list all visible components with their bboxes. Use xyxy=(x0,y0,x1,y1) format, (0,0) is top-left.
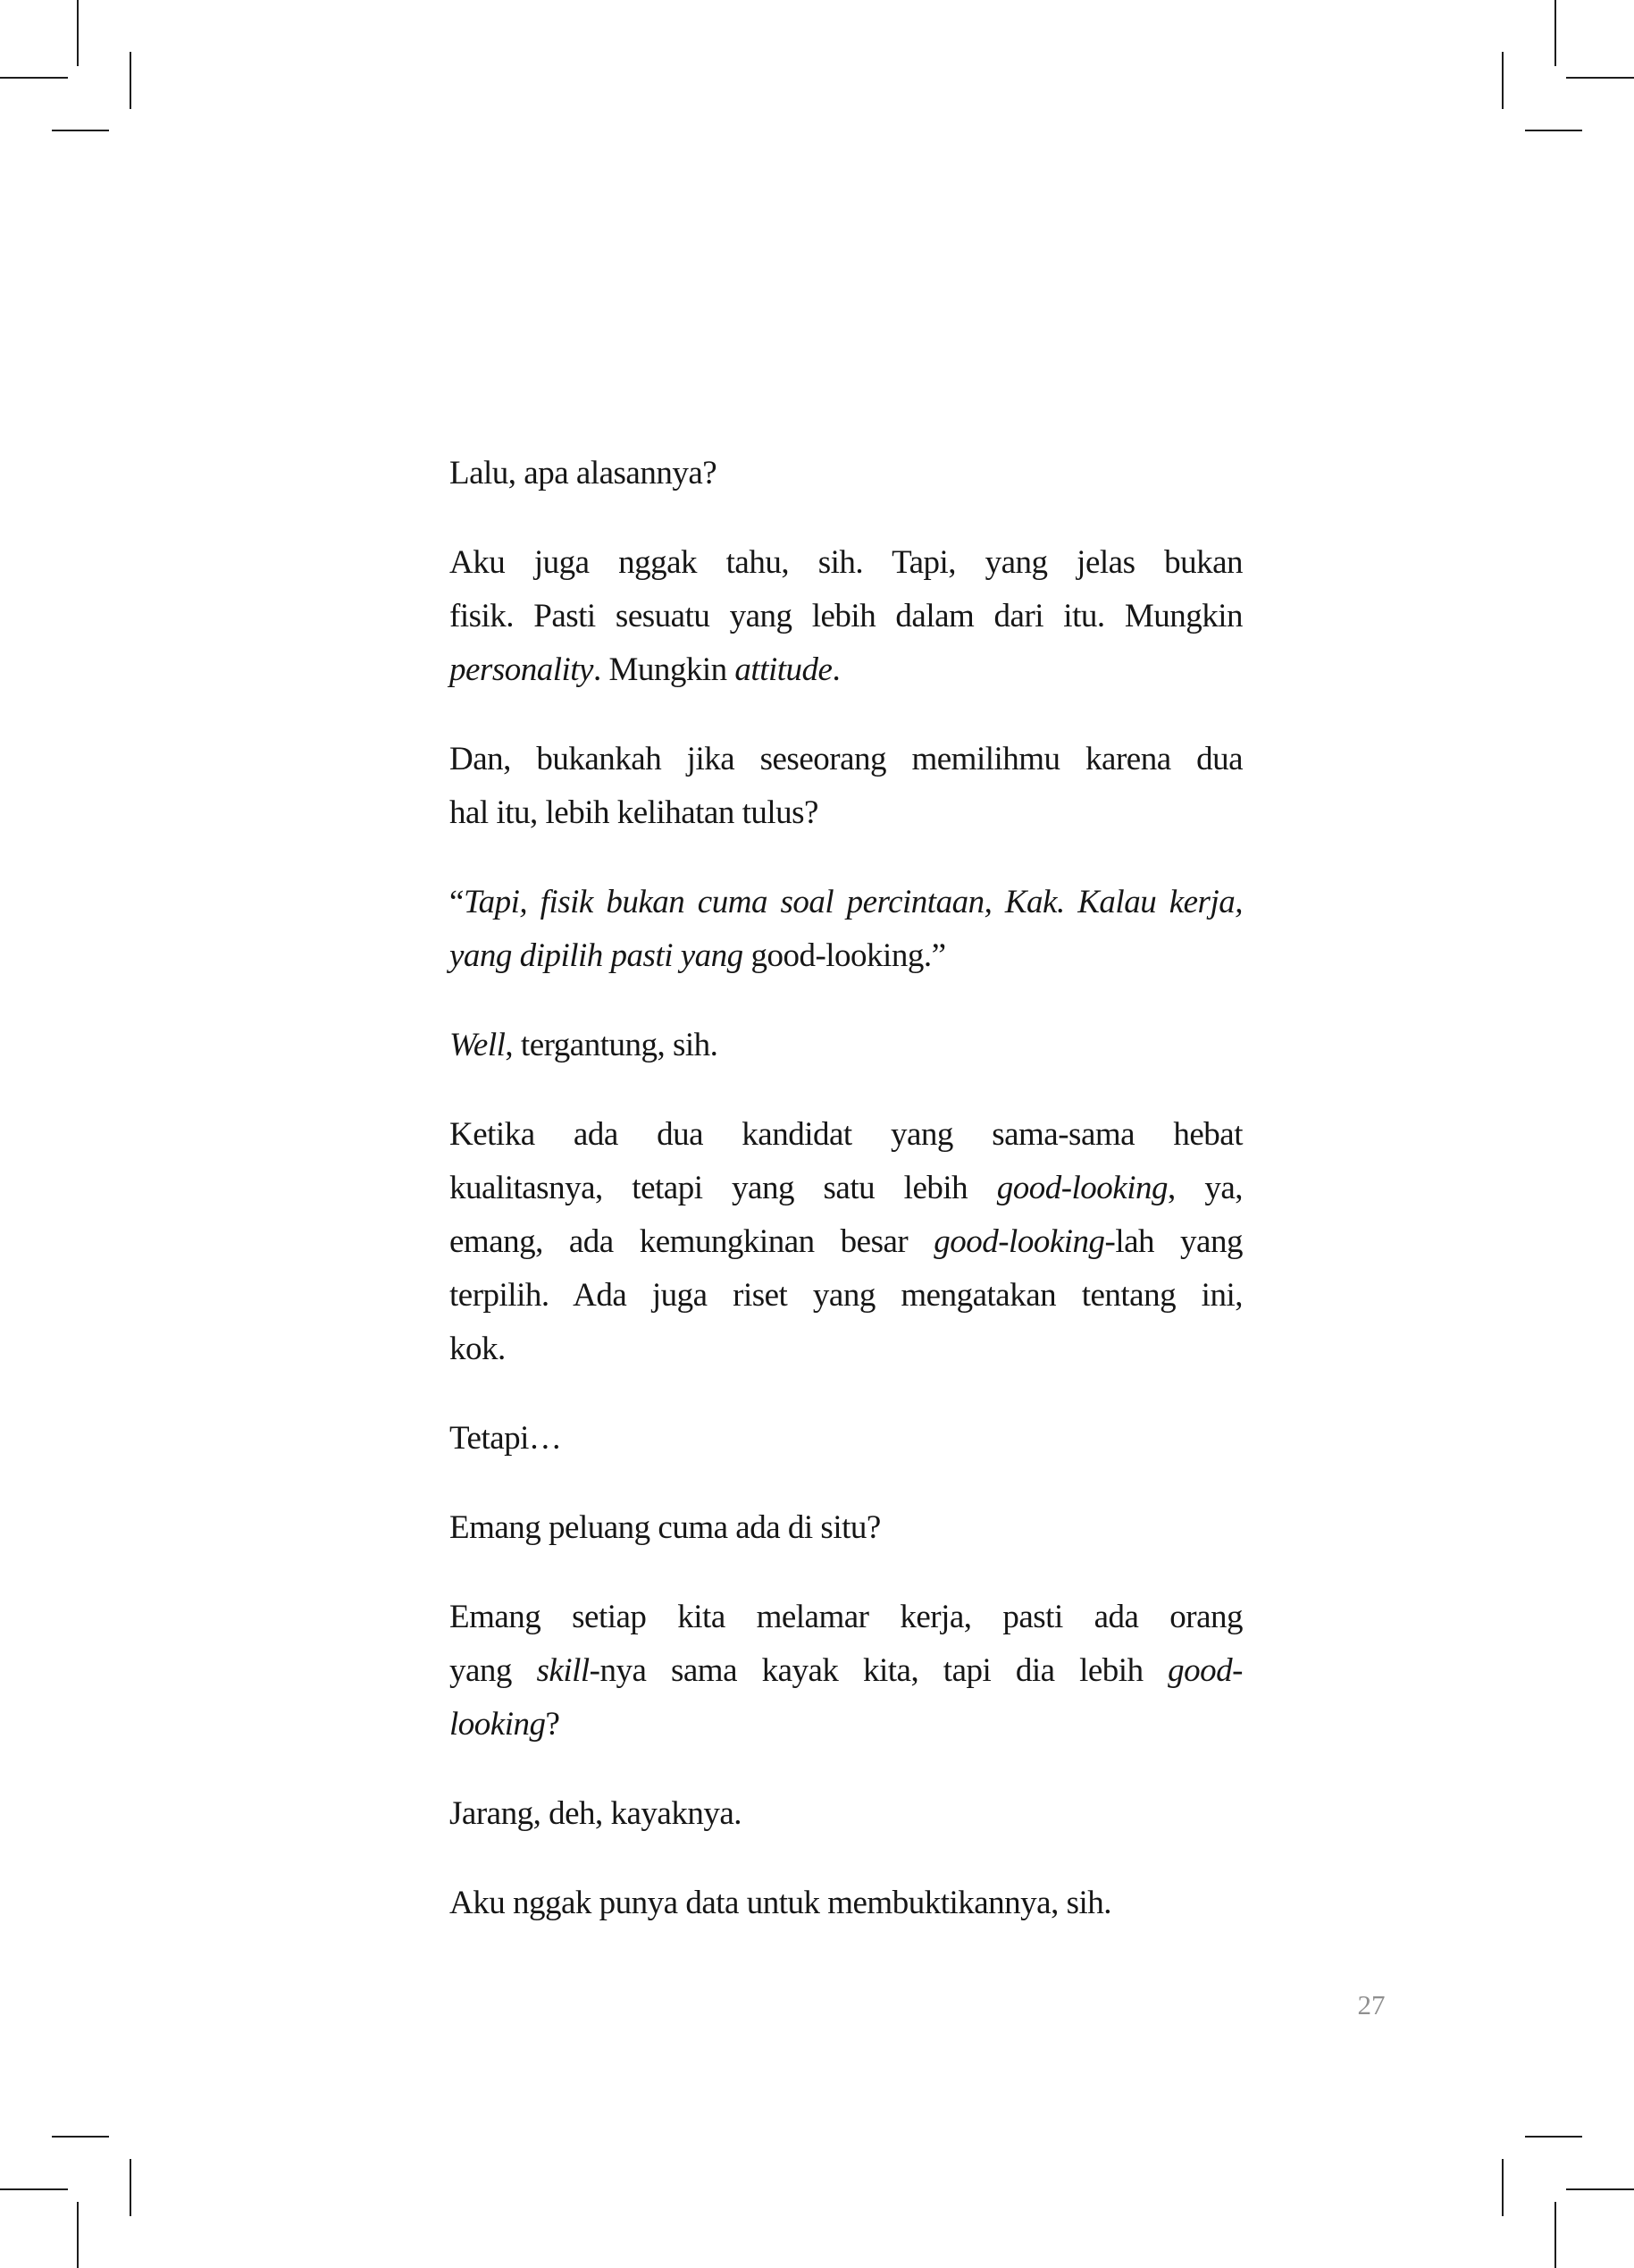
text-line xyxy=(449,643,1243,697)
crop-mark-bottom-left-outer-horizontal xyxy=(0,2188,68,2190)
roman-text-run: -nya sama kayak kita, tapi dia lebih xyxy=(589,1652,1169,1689)
roman-text-run: ? xyxy=(545,1706,560,1743)
roman-text-run: terpilih. Ada juga riset yang mengatakan tentang ini, xyxy=(449,1277,1243,1314)
crop-mark-top-right-outer-vertical xyxy=(1554,0,1556,66)
roman-text-run: -lah yang xyxy=(1104,1223,1243,1260)
text-line xyxy=(449,929,1243,983)
crop-mark-top-left-outer-horizontal xyxy=(0,77,68,79)
text-line xyxy=(449,447,1243,500)
roman-text-run: Jarang, deh, kayaknya. xyxy=(449,1795,742,1832)
italic-text-run: personality xyxy=(449,651,593,688)
text-line xyxy=(449,1877,1243,1930)
roman-text-run: good-looking.” xyxy=(750,937,946,974)
paragraph xyxy=(449,1877,1243,1930)
text-line xyxy=(449,1323,1243,1376)
crop-mark-bottom-right-inner-horizontal xyxy=(1525,2136,1582,2138)
roman-text-run: Dan, bukankah jika seseorang memilihmu karena dua xyxy=(449,741,1243,777)
text-line xyxy=(449,1162,1243,1215)
italic-text-run: skill xyxy=(536,1652,590,1689)
roman-text-run: kualitasnya, tetapi yang satu lebih xyxy=(449,1170,997,1206)
italic-text-run: good-looking xyxy=(996,1170,1169,1206)
text-line xyxy=(449,786,1243,840)
crop-mark-bottom-left-inner-vertical xyxy=(130,2159,131,2216)
roman-text-run: , tergantung, sih. xyxy=(505,1027,718,1063)
italic-text-run: yang dipilih pasti yang xyxy=(449,937,751,974)
text-line xyxy=(449,876,1243,929)
paragraph xyxy=(449,1412,1243,1466)
roman-text-run: Emang peluang cuma ada di situ? xyxy=(449,1509,881,1546)
text-line xyxy=(449,1644,1243,1698)
roman-text-run: Emang setiap kita melamar kerja, pasti ada orang xyxy=(449,1599,1243,1635)
text-line xyxy=(449,1108,1243,1162)
roman-text-run: . Mungkin xyxy=(592,651,735,688)
paragraph xyxy=(449,876,1243,983)
text-line xyxy=(449,1501,1243,1555)
roman-text-run: , ya, xyxy=(1168,1170,1243,1206)
roman-text-run: Aku nggak punya data untuk membuktikannya, sih. xyxy=(449,1885,1112,1921)
text-line xyxy=(449,1269,1243,1323)
paragraph xyxy=(449,1787,1243,1841)
text-line xyxy=(449,1215,1243,1269)
roman-text-run: hal itu, lebih kelihatan tulus? xyxy=(449,794,818,831)
paragraph xyxy=(449,447,1243,500)
italic-text-run: Well xyxy=(449,1027,506,1063)
italic-text-run: good- xyxy=(1168,1652,1243,1689)
text-line xyxy=(449,590,1243,643)
paragraph xyxy=(449,733,1243,840)
paragraph xyxy=(449,1108,1243,1376)
crop-mark-bottom-right-outer-vertical xyxy=(1554,2202,1556,2268)
paragraph xyxy=(449,1019,1243,1072)
paragraph xyxy=(449,536,1243,697)
crop-mark-bottom-right-inner-vertical xyxy=(1502,2159,1504,2216)
text-line xyxy=(449,1787,1243,1841)
roman-text-run: Lalu, apa alasannya? xyxy=(449,455,717,491)
italic-text-run: good-looking xyxy=(934,1223,1105,1260)
roman-text-run: “ xyxy=(449,884,464,920)
page-number: 27 xyxy=(1357,1989,1386,2020)
roman-text-run: emang, ada kemungkinan besar xyxy=(449,1223,934,1260)
crop-mark-top-left-inner-vertical xyxy=(130,52,131,109)
text-line xyxy=(449,1412,1243,1466)
text-line xyxy=(449,733,1243,786)
text-line xyxy=(449,1591,1243,1644)
text-line xyxy=(449,1698,1243,1751)
crop-mark-top-right-inner-horizontal xyxy=(1525,130,1582,131)
italic-text-run: looking xyxy=(449,1706,546,1743)
text-line xyxy=(449,1019,1243,1072)
crop-mark-bottom-left-inner-horizontal xyxy=(52,2136,109,2138)
crop-mark-bottom-right-outer-horizontal xyxy=(1566,2188,1634,2190)
crop-mark-top-right-inner-vertical xyxy=(1502,52,1504,109)
italic-text-run: Tapi, fisik bukan cuma soal percintaan, Kak. Kalau kerja, xyxy=(463,884,1243,920)
crop-mark-top-left-inner-horizontal xyxy=(52,130,109,131)
roman-text-run: . xyxy=(832,651,841,688)
crop-mark-top-left-outer-vertical xyxy=(77,0,79,66)
paragraph xyxy=(449,1591,1243,1751)
roman-text-run: kok. xyxy=(449,1331,506,1367)
roman-text-run: Aku juga nggak tahu, sih. Tapi, yang jelas bukan xyxy=(449,544,1243,581)
crop-mark-top-right-outer-horizontal xyxy=(1566,77,1634,79)
text-line xyxy=(449,536,1243,590)
paragraph xyxy=(449,1501,1243,1555)
crop-mark-bottom-left-outer-vertical xyxy=(77,2202,79,2268)
roman-text-run: Tetapi… xyxy=(449,1420,562,1457)
italic-text-run: attitude xyxy=(734,651,833,688)
roman-text-run: fisik. Pasti sesuatu yang lebih dalam dari itu. Mungkin xyxy=(449,598,1243,634)
roman-text-run: yang xyxy=(449,1652,537,1689)
roman-text-run: Ketika ada dua kandidat yang sama-sama hebat xyxy=(449,1116,1243,1153)
text-block xyxy=(449,447,1243,1930)
